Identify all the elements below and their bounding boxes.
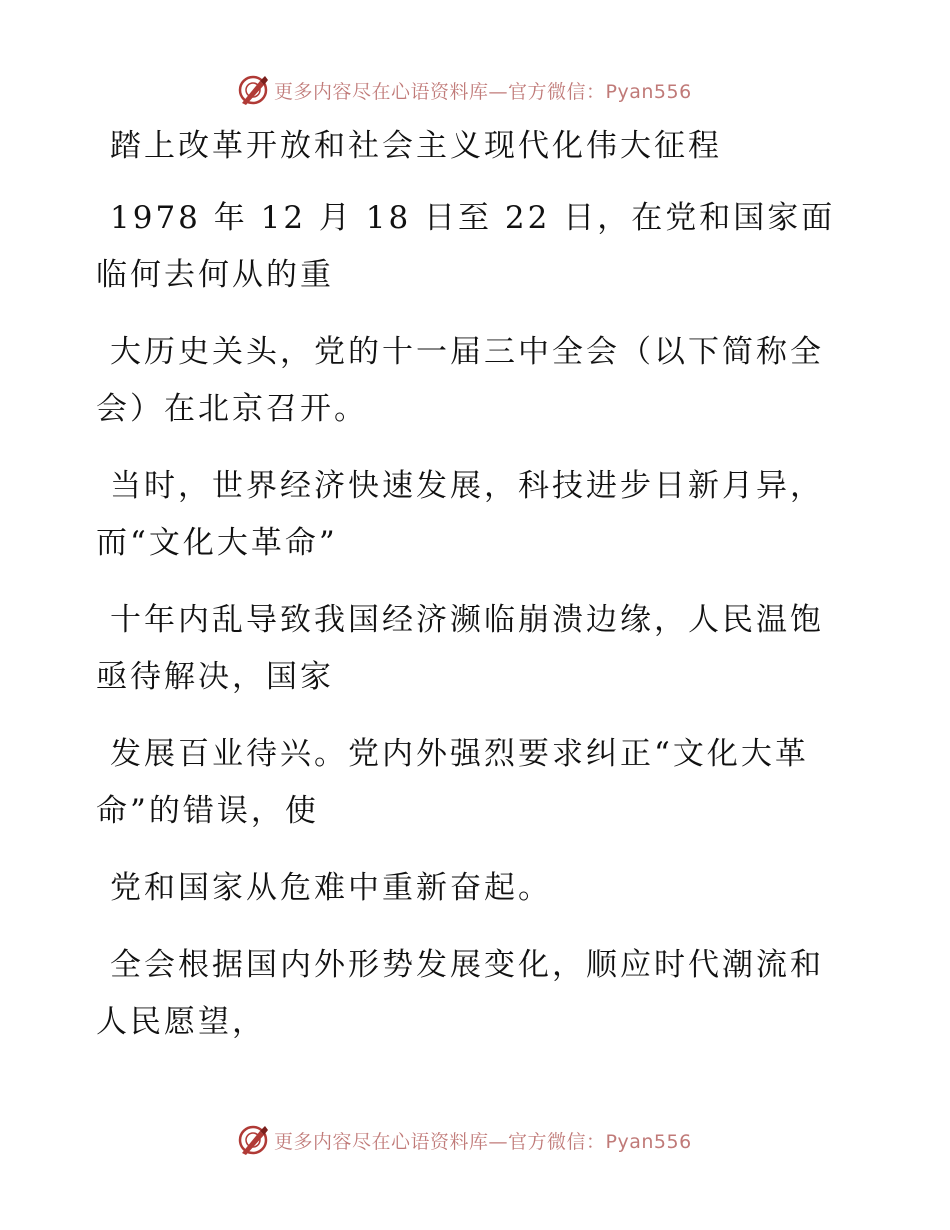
watermark-text: 更多内容尽在心语资料库—官方微信：Pyan556 [274,1130,692,1153]
footer-watermark [236,1122,692,1158]
pen-logo-icon [236,1123,270,1157]
document-body [96,118,856,1071]
paragraph: 1978 年 12 月 18 日至 22 日，在党和国家面临何去何从的重 [96,200,836,293]
document-title: 踏上改革开放和社会主义现代化伟大征程 [110,128,722,164]
paragraph: 当时，世界经济快速发展，科技进步日新月异，而“文化大革命” [96,468,824,561]
paragraph: 大历史关头，党的十一届三中全会（以下简称全会）在北京召开。 [96,334,824,427]
header-watermark [236,72,692,108]
paragraph: 十年内乱导致我国经济濒临崩溃边缘，人民温饱亟待解决，国家 [96,602,824,695]
paragraph: 党和国家从危难中重新奋起。 [110,870,552,906]
paragraph: 全会根据国内外形势发展变化，顺应时代潮流和人民愿望， [96,947,824,1040]
paragraph: 发展百业待兴。党内外强烈要求纠正“文化大革命”的错误，使 [96,736,809,829]
watermark-text: 更多内容尽在心语资料库—官方微信：Pyan556 [274,80,692,103]
pen-logo-icon [236,73,270,107]
